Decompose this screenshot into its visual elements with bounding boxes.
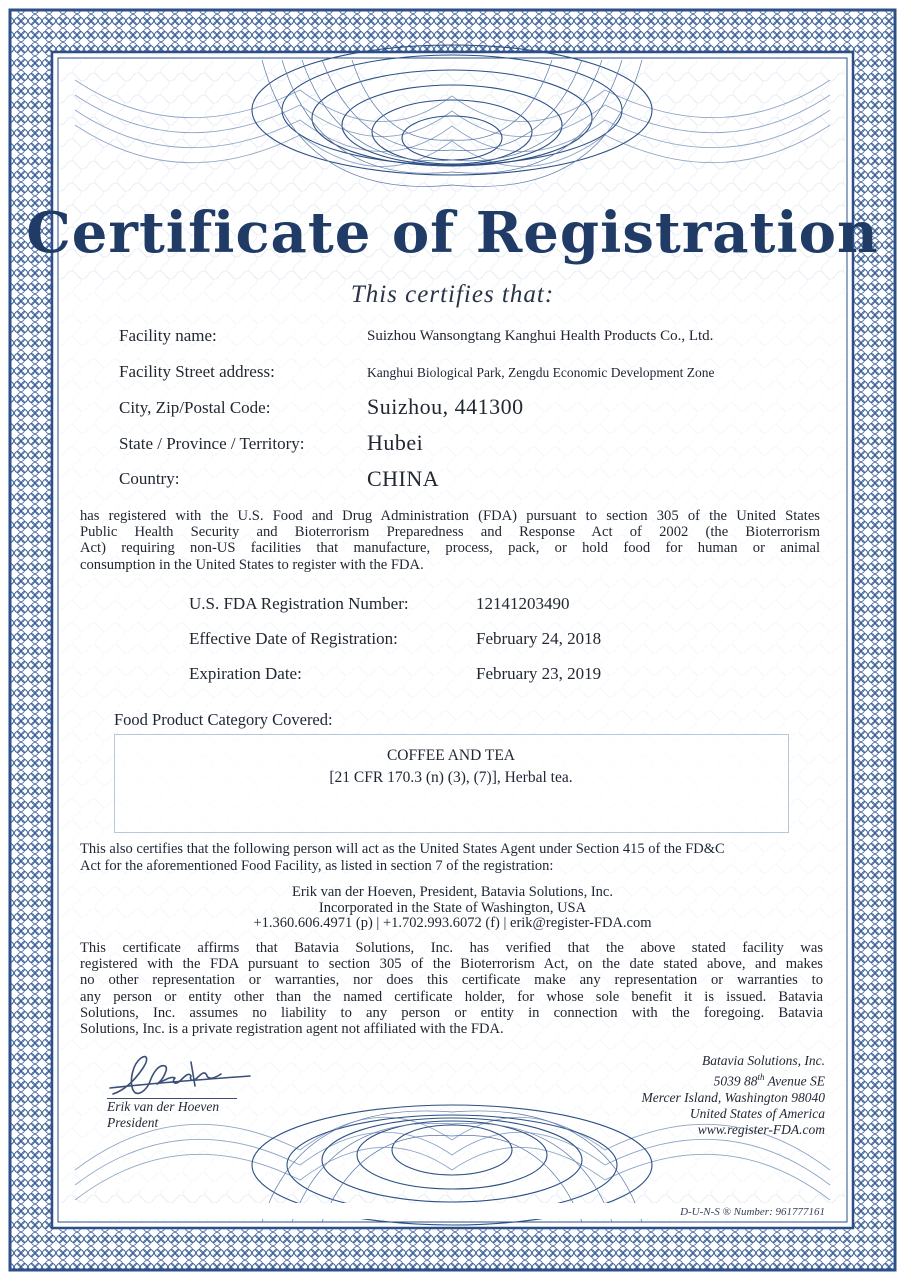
city-zip-value: Suizhou, 441300 bbox=[367, 394, 524, 419]
agent-details bbox=[80, 885, 825, 932]
company-website[interactable]: www.register-FDA.com bbox=[697, 1121, 825, 1137]
affirmation-line: Solutions, Inc. is a private registration agent not affiliated with the FDA. bbox=[80, 1021, 504, 1038]
signatory-block bbox=[107, 1099, 219, 1131]
affirmation-line: no other representation or warranties, nor does this certificate make any representation or warranties to bbox=[80, 972, 823, 989]
registration-statement bbox=[80, 508, 820, 573]
company-street-name: Avenue SE bbox=[764, 1073, 825, 1089]
statement-line: has registered with the U.S. Food and Drug Administration (FDA) pursuant to section 305 of the United States bbox=[80, 508, 820, 524]
facility-street-label: Facility Street address: bbox=[119, 362, 275, 381]
food-category-regulation: [21 CFR 170.3 (n) (3), (7)], Herbal tea. bbox=[329, 769, 573, 786]
company-city: Mercer Island, Washington 98040 bbox=[641, 1089, 825, 1105]
facility-name-value: Suizhou Wansongtang Kanghui Health Products Co., Ltd. bbox=[367, 328, 714, 344]
effective-date-label: Effective Date of Registration: bbox=[189, 629, 398, 648]
food-category-name: COFFEE AND TEA bbox=[386, 747, 516, 764]
country-value: CHINA bbox=[367, 466, 440, 491]
agent-name-line: Erik van der Hoeven, President, Batavia Solutions, Inc. bbox=[292, 884, 613, 900]
affirmation-paragraph bbox=[80, 940, 823, 1037]
statement-line: consumption in the United States to register with the FDA. bbox=[80, 556, 424, 573]
country-label: Country: bbox=[119, 469, 180, 488]
signatory-name: Erik van der Hoeven bbox=[107, 1099, 220, 1114]
expiration-date-label: Expiration Date: bbox=[189, 664, 302, 683]
state-province-value: Hubei bbox=[367, 430, 424, 455]
fda-registration-number-value: 12141203490 bbox=[476, 594, 570, 613]
company-street bbox=[560, 1069, 825, 1090]
statement-line: Public Health Security and Bioterrorism Preparedness and Response Act of 2002 (the Bioterrorism bbox=[80, 524, 820, 541]
company-address bbox=[560, 1053, 825, 1138]
agent-intro bbox=[80, 841, 825, 875]
duns-number: D-U-N-S ® Number: 961777161 bbox=[680, 1206, 825, 1218]
agent-contact-line: +1.360.606.4971 (p) | +1.702.993.6072 (f) | erik@register-FDA.com bbox=[253, 915, 652, 931]
company-name: Batavia Solutions, Inc. bbox=[702, 1053, 825, 1068]
affirmation-line: This certificate affirms that Batavia Solutions, Inc. has verified that the above stated facility was bbox=[80, 940, 823, 956]
affirmation-line: registered with the FDA pursuant to section 305 of the Bioterrorism Act, on the date stated above, and makes bbox=[80, 956, 823, 973]
effective-date-value: February 24, 2018 bbox=[476, 629, 602, 648]
handwritten-signature bbox=[105, 1050, 255, 1102]
signatory-title: President bbox=[107, 1115, 159, 1130]
state-province-label: State / Province / Territory: bbox=[119, 434, 305, 453]
food-category-label: Food Product Category Covered: bbox=[114, 710, 333, 729]
facility-street-value: Kanghui Biological Park, Zengdu Economic Development Zone bbox=[367, 365, 715, 380]
fda-registration-number-label: U.S. FDA Registration Number: bbox=[189, 594, 409, 613]
city-zip-label: City, Zip/Postal Code: bbox=[119, 398, 271, 417]
company-country: United States of America bbox=[689, 1105, 825, 1121]
statement-line: Act) requiring non-US facilities that manufacture, process, pack, or hold food for human or animal bbox=[80, 540, 820, 557]
expiration-date-value: February 23, 2019 bbox=[476, 664, 602, 683]
agent-incorporated-line: Incorporated in the State of Washington, USA bbox=[318, 899, 587, 916]
food-category-box bbox=[114, 734, 789, 833]
company-street-number: 5039 88 bbox=[713, 1073, 758, 1089]
affirmation-line: any person or entity other than the named certificate holder, for whose sole benefit it is issued. Batavia bbox=[80, 988, 823, 1005]
certificate-title: Certificate of Registration bbox=[26, 200, 879, 266]
certificate-subtitle: This certifies that: bbox=[350, 281, 555, 308]
facility-name-label: Facility name: bbox=[119, 326, 217, 345]
affirmation-line: Solutions, Inc. assumes no liability to any person or entity in connection with the foregoing. Batavia bbox=[80, 1004, 823, 1021]
agent-intro-line: This also certifies that the following person will act as the United States Agent under Section 415 of the FD&C bbox=[80, 841, 725, 857]
company-street-ordinal: th bbox=[757, 1072, 765, 1082]
agent-intro-line: Act for the aforementioned Food Facility, as listed in section 7 of the registration: bbox=[80, 858, 554, 874]
